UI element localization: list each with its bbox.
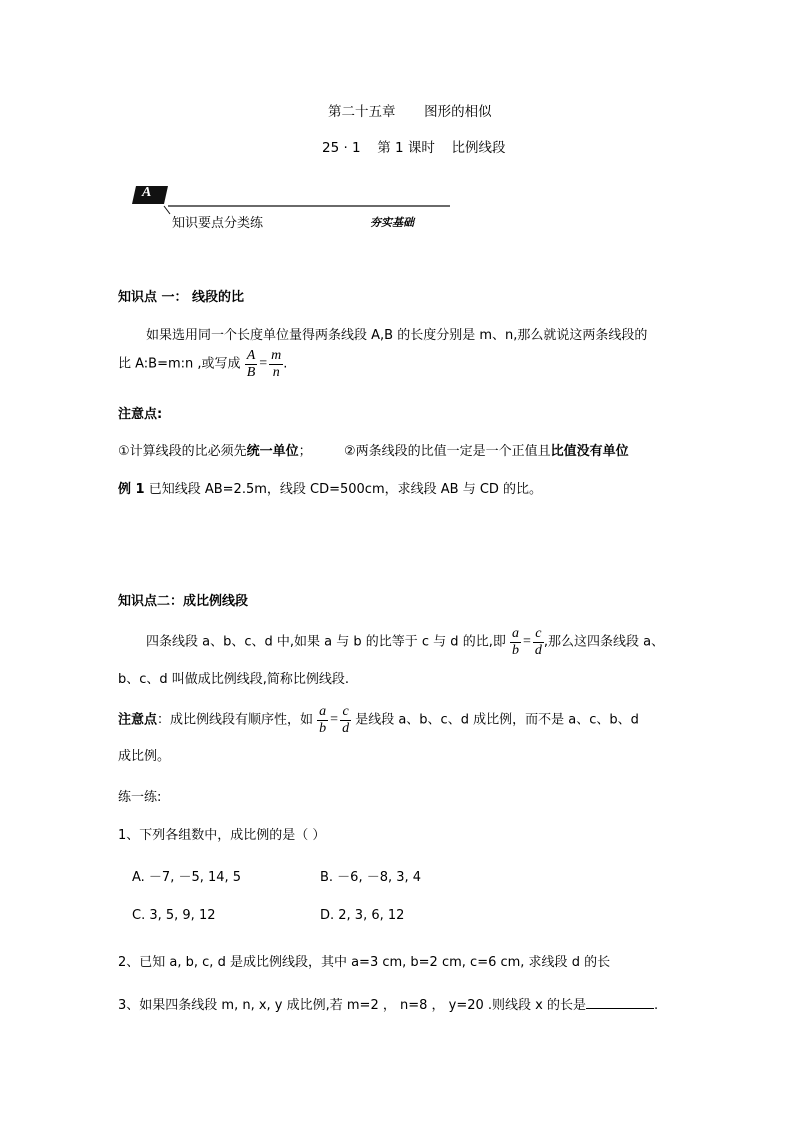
example1 (118, 478, 542, 497)
note1-heading: 注意点: (118, 407, 163, 422)
section-number: 25 · 1 (322, 140, 361, 156)
banner-badge: A (142, 185, 152, 200)
kp1-paragraph-line1: 如果选用同一个长度单位量得两条线段 A,B 的长度分别是 m、n,那么就说这两条线段的 (146, 328, 648, 343)
banner-label: 知识要点分类练 (172, 216, 264, 231)
practice-heading: 练一练: (118, 790, 162, 805)
q1-option-a: A. －7, －5, 14, 5 (132, 870, 242, 885)
fraction-m-over-n: $\frac{m}{n}$ (271, 347, 282, 380)
lesson-title: 比例线段 (451, 140, 506, 156)
example1-text: 已知线段 AB=2.5m，线段 CD=500cm，求线段 AB 与 CD 的比。 (144, 482, 543, 497)
fraction-a-over-b: $\frac{a}{b}$ (511, 625, 519, 658)
q1-option-c: C. 3, 5, 9, 12 (132, 908, 216, 923)
q1-option-d: D. 2, 3, 6, 12 (320, 908, 405, 923)
note1-items: ①计算线段的比必须先统一单位； ②两条线段的比值一定是一个正值且比值没有单位 (118, 444, 629, 459)
kp2-paragraph-line1: 四条线段 a、b、c、d 中,如果 a 与 b 的比等于 c 与 d 的比,即 $\frac{a}{b}$ = $\frac{c}{d}$ ,那么这四条线段 a、 (146, 625, 665, 658)
question-1: 1、下列各组数中，成比例的是（ ） (118, 828, 326, 843)
fraction-a-over-b: $\frac{a}{b}$ (319, 703, 327, 736)
note2-line2: 成比例。 (118, 749, 171, 764)
question-3: 3、如果四条线段 m, n, x, y 成比例,若 m=2 ， n=8 ， y=20 .则线段 x 的长是 . (118, 998, 659, 1013)
lesson-heading (322, 136, 506, 156)
note2-line1: 注意点：成比例线段有顺序性，如 $\frac{a}{b}$ = $\frac{c}{d}$ 是线段 a、b、c、d 成比例，而不是 a、c、b、d (118, 703, 639, 736)
q1-option-b: B. －6, －8, 3, 4 (320, 870, 422, 885)
note1-unify-units: 统一单位 (246, 444, 299, 459)
kp1-paragraph-line2: 比 A:B=m:n ,或写成 $\frac{A}{B}$ = $\frac{m}{n}$ . (118, 347, 288, 380)
lesson-number: 第 1 课时 (377, 140, 435, 156)
chapter-title: 图形的相似 (424, 104, 492, 120)
equals-sign: = (259, 356, 268, 371)
banner-tag: 夯实基础 (370, 216, 414, 229)
kp2-heading: 知识点二：成比例线段 (118, 594, 249, 609)
note2-label: 注意点 (118, 712, 158, 728)
question-2: 2、已知 a, b, c, d 是成比例线段，其中 a=3 cm, b=2 cm, c=6 cm, 求线段 d 的长 (118, 955, 611, 970)
note1-no-unit: 比值没有单位 (550, 444, 629, 459)
chapter-number: 第二十五章 (328, 104, 396, 120)
kp1-heading: 知识点 一： 线段的比 (118, 290, 245, 305)
kp2-paragraph-line2: b、c、d 叫做成比例线段,简称比例线段. (118, 672, 350, 687)
example1-label: 例 1 (118, 482, 145, 497)
fraction-c-over-d: $\frac{c}{d}$ (342, 703, 350, 736)
kp1-ratio-text: 比 A:B=m:n ,或写成 (118, 356, 241, 372)
chapter-heading (328, 100, 492, 120)
fraction-c-over-d: $\frac{c}{d}$ (534, 625, 542, 658)
fraction-a-over-b: $\frac{A}{B}$ (246, 347, 256, 380)
answer-blank (586, 996, 654, 1009)
